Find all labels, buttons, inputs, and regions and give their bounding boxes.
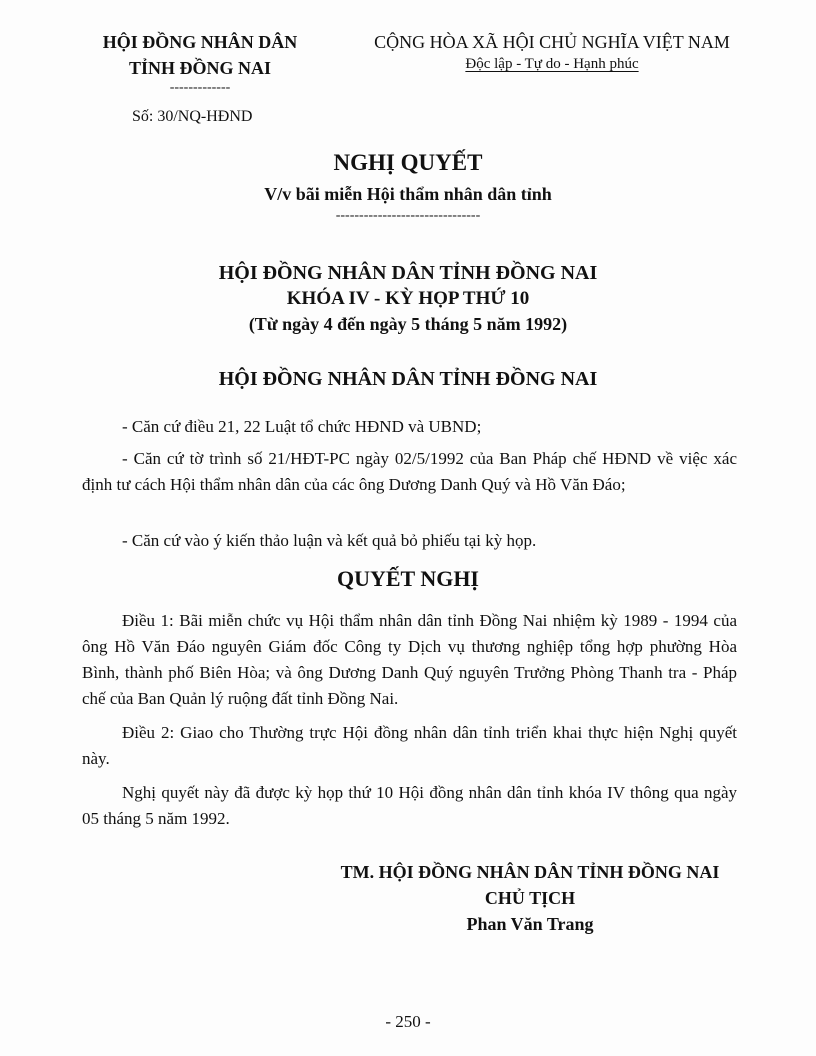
national-motto [356, 56, 748, 73]
article-1: Điều 1: Bãi miễn chức vụ Hội thẩm nhân dân tỉnh Đồng Nai nhiệm kỳ 1989 - 1994 của ông Hồ Văn Đáo nguyên Giám đốc Công ty Dịch vụ thương nghiệp tổng hợp phường Hòa Bình, thành phố Biên Hòa; và ông Dương Danh Quý nguyên Trưởng Phòng Thanh tra - Pháp chế của Ban Quản lý ruộng đất tỉnh Đồng Nai. [82, 611, 737, 708]
signature-title: CHỦ TỊCH [484, 888, 576, 908]
document-title: NGHỊ QUYẾT [333, 150, 483, 175]
signer-name: Phan Văn Trang [466, 914, 594, 934]
issuing-body: HỘI ĐỒNG NHÂN DÂN TỈNH ĐỒNG NAI [218, 368, 598, 390]
title-separator: ------------------------------- [335, 208, 481, 223]
session-council: HỘI ĐỒNG NHÂN DÂN TỈNH ĐỒNG NAI [218, 262, 598, 284]
document-subtitle: V/v bãi miễn Hội thẩm nhân dân tỉnh [264, 184, 552, 204]
session-term: KHÓA IV - KỲ HỌP THỨ 10 [286, 288, 530, 309]
nation-title: CỘNG HÒA XÃ HỘI CHỦ NGHĨA VIỆT NAM [374, 32, 730, 52]
document-number: Số: 30/NQ-HĐND [132, 108, 253, 125]
session-dates: (Từ ngày 4 đến ngày 5 tháng 5 năm 1992) [248, 314, 568, 334]
legal-basis-3: - Căn cứ vào ý kiến thảo luận và kết quả bỏ phiếu tại kỳ họp. [122, 531, 537, 550]
org-separator: ------------- [169, 80, 231, 95]
org-name-line2: TỈNH ĐỒNG NAI [128, 58, 271, 78]
org-name-line1: HỘI ĐỒNG NHÂN DÂN [102, 32, 298, 52]
national-motto-text: Độc lập - Tự do - Hạnh phúc [465, 56, 639, 72]
legal-basis-2: - Căn cứ tờ trình số 21/HĐT-PC ngày 02/5/1992 của Ban Pháp chế HĐND về việc xác định tư cách Hội thẩm nhân dân của các ông Dương Danh Quý và Hồ Văn Đáo; [82, 449, 737, 494]
closing-statement: Nghị quyết này đã được kỳ họp thứ 10 Hội đồng nhân dân tỉnh khóa IV thông qua ngày 05 tháng 5 năm 1992. [82, 783, 737, 828]
signature-org: TM. HỘI ĐỒNG NHÂN DÂN TỈNH ĐỒNG NAI [340, 862, 720, 882]
legal-basis-1: - Căn cứ điều 21, 22 Luật tổ chức HĐND và UBND; [122, 417, 482, 436]
decision-heading: QUYẾT NGHỊ [336, 566, 479, 591]
page-number: - 250 - [385, 1012, 431, 1031]
article-2: Điều 2: Giao cho Thường trực Hội đồng nhân dân tỉnh triển khai thực hiện Nghị quyết này. [82, 723, 737, 768]
